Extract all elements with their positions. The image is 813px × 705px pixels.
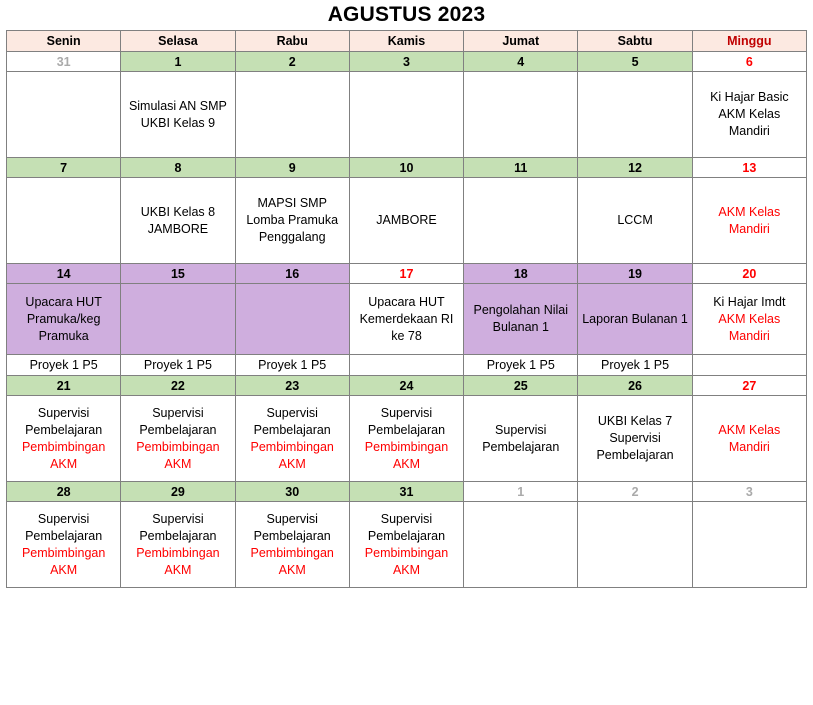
event-text: Kemerdekaan RI — [359, 311, 454, 326]
week-number-row — [7, 52, 807, 72]
day-number-cell: 14 — [7, 264, 121, 284]
event-text: LCCM — [617, 213, 653, 227]
event-text: AKM Kelas — [718, 422, 781, 437]
project-cell: Proyek 1 P5 — [578, 355, 692, 376]
event-text: Pembimbingan — [364, 545, 449, 560]
day-number-cell: 3 — [692, 482, 806, 502]
event-text: Penggalang — [258, 230, 326, 244]
day-events-cell — [7, 178, 121, 264]
project-cell: Proyek 1 P5 — [121, 355, 235, 376]
project-cell — [692, 355, 806, 376]
weekday-header-rabu: Rabu — [235, 31, 349, 52]
event-text: Pembimbingan — [250, 545, 334, 560]
event-text: Pembelajaran — [253, 528, 331, 543]
week-content-row — [7, 178, 807, 264]
week-content-row — [7, 396, 807, 482]
day-events-cell — [692, 178, 806, 264]
event-text: Pembelajaran — [482, 439, 560, 454]
day-number-cell: 29 — [121, 482, 235, 502]
day-number-cell: 31 — [349, 482, 463, 502]
day-number-cell: 27 — [692, 376, 806, 396]
event-text: Lomba Pramuka — [246, 213, 339, 227]
day-number-cell: 30 — [235, 482, 349, 502]
event-text: Pembelajaran — [139, 422, 217, 437]
event-text: Pembelajaran — [25, 422, 103, 437]
event-text: Supervisi — [266, 405, 318, 420]
day-number-cell: 2 — [235, 52, 349, 72]
event-text: AKM — [50, 456, 78, 471]
event-text: ke 78 — [391, 328, 422, 343]
day-number-cell: 20 — [692, 264, 806, 284]
day-events-cell — [121, 72, 235, 158]
event-text: AKM Kelas — [718, 107, 781, 121]
week-number-row — [7, 264, 807, 284]
event-text: Supervisi — [37, 511, 90, 526]
event-text: JAMBORE — [147, 221, 209, 236]
day-events-cell — [235, 72, 349, 158]
day-events-cell — [121, 396, 235, 482]
week-number-row — [7, 482, 807, 502]
day-number-cell: 15 — [121, 264, 235, 284]
project-cell: Proyek 1 P5 — [7, 355, 121, 376]
event-text: Mandiri — [728, 124, 770, 138]
day-events-cell — [464, 178, 578, 264]
week-content-row — [7, 502, 807, 588]
day-events-cell — [349, 502, 463, 588]
weekday-header-jumat: Jumat — [464, 31, 578, 52]
event-text: Bulanan 1 — [492, 320, 549, 334]
day-number-cell: 22 — [121, 376, 235, 396]
event-text: Pembimbingan — [136, 439, 220, 454]
weekday-header-kamis: Kamis — [349, 31, 463, 52]
project-cell: Proyek 1 P5 — [235, 355, 349, 376]
day-events-cell — [121, 178, 235, 264]
event-text: AKM Kelas — [718, 311, 781, 326]
weekday-header-senin: Senin — [7, 31, 121, 52]
project-cell: Proyek 1 P5 — [464, 355, 578, 376]
day-events-cell — [235, 502, 349, 588]
event-text: Upacara HUT — [368, 294, 445, 309]
calendar-table — [6, 30, 807, 588]
day-events-cell — [692, 502, 806, 588]
event-text: Mandiri — [728, 328, 770, 343]
event-text: Pembelajaran — [596, 448, 674, 462]
day-number-cell: 12 — [578, 158, 692, 178]
event-text: MAPSI SMP — [257, 196, 327, 210]
week-content-row — [7, 72, 807, 158]
event-text: Pembelajaran — [25, 528, 103, 543]
day-events-cell — [349, 72, 463, 158]
day-events-cell — [692, 284, 806, 355]
event-text: Mandiri — [728, 439, 770, 454]
event-text: Pembimbingan — [364, 439, 449, 454]
day-number-cell: 6 — [692, 52, 806, 72]
day-events-cell — [235, 284, 349, 355]
weekday-header-sabtu: Sabtu — [578, 31, 692, 52]
day-events-cell — [235, 178, 349, 264]
day-number-cell: 26 — [578, 376, 692, 396]
weekday-header-selasa: Selasa — [121, 31, 235, 52]
day-events-cell — [7, 72, 121, 158]
event-text: JAMBORE — [376, 213, 437, 227]
event-text: Upacara HUT — [25, 294, 102, 309]
project-row — [7, 355, 807, 376]
event-text: Simulasi AN SMP — [128, 98, 227, 113]
day-number-cell: 2 — [578, 482, 692, 502]
day-number-cell: 23 — [235, 376, 349, 396]
day-number-cell: 28 — [7, 482, 121, 502]
event-text: Pembelajaran — [367, 422, 446, 437]
day-number-cell: 7 — [7, 158, 121, 178]
event-text: Supervisi — [380, 405, 433, 420]
day-number-cell: 10 — [349, 158, 463, 178]
day-number-cell: 19 — [578, 264, 692, 284]
calendar-header — [7, 31, 807, 52]
event-text: UKBI Kelas 9 — [140, 115, 216, 130]
event-text: Supervisi — [266, 511, 318, 526]
event-text: AKM — [50, 562, 78, 577]
event-text: Supervisi — [609, 431, 661, 445]
event-text: AKM — [392, 456, 421, 471]
day-events-cell — [349, 396, 463, 482]
event-text: Pembelajaran — [367, 528, 446, 543]
event-text: Pramuka — [38, 328, 89, 343]
event-text: Supervisi — [495, 422, 547, 437]
day-events-cell — [692, 72, 806, 158]
event-text: Pembelajaran — [139, 528, 217, 543]
day-events-cell — [349, 284, 463, 355]
day-number-cell: 17 — [349, 264, 463, 284]
day-number-cell: 4 — [464, 52, 578, 72]
event-text: AKM — [392, 562, 421, 577]
day-events-cell — [578, 178, 692, 264]
event-text: Laporan Bulanan 1 — [582, 311, 688, 326]
day-number-cell: 11 — [464, 158, 578, 178]
day-events-cell — [692, 396, 806, 482]
day-number-cell: 24 — [349, 376, 463, 396]
event-text: Pembimbingan — [136, 545, 220, 560]
event-text: AKM Kelas — [718, 204, 781, 219]
event-text: Supervisi — [152, 511, 204, 526]
weekday-header-minggu: Minggu — [692, 31, 806, 52]
day-number-cell: 1 — [121, 52, 235, 72]
day-events-cell — [578, 72, 692, 158]
day-number-cell: 31 — [7, 52, 121, 72]
event-text: AKM — [278, 456, 306, 471]
day-number-cell: 9 — [235, 158, 349, 178]
day-events-cell — [464, 72, 578, 158]
day-events-cell — [578, 502, 692, 588]
day-events-cell — [235, 396, 349, 482]
event-text: Pembimbingan — [21, 545, 106, 560]
event-text: AKM — [164, 456, 192, 471]
day-events-cell — [7, 502, 121, 588]
project-cell — [349, 355, 463, 376]
event-text: Supervisi — [152, 405, 204, 420]
day-number-cell: 5 — [578, 52, 692, 72]
day-events-cell — [464, 396, 578, 482]
day-number-cell: 1 — [464, 482, 578, 502]
day-number-cell: 21 — [7, 376, 121, 396]
day-events-cell — [464, 284, 578, 355]
day-number-cell: 3 — [349, 52, 463, 72]
day-events-cell — [578, 284, 692, 355]
event-text: Pengolahan Nilai — [473, 303, 569, 317]
event-text: Ki Hajar Imdt — [713, 294, 786, 309]
event-text: Pembelajaran — [253, 422, 331, 437]
day-number-cell: 18 — [464, 264, 578, 284]
event-text: Supervisi — [37, 405, 90, 420]
day-events-cell — [7, 284, 121, 355]
calendar-body — [7, 52, 807, 588]
event-text: Pembimbingan — [250, 439, 334, 454]
day-events-cell — [464, 502, 578, 588]
day-number-cell: 8 — [121, 158, 235, 178]
event-text: AKM — [164, 562, 192, 577]
day-number-cell: 13 — [692, 158, 806, 178]
event-text: AKM — [278, 562, 306, 577]
event-text: Supervisi — [380, 511, 433, 526]
day-number-cell: 25 — [464, 376, 578, 396]
day-events-cell — [121, 502, 235, 588]
day-events-cell — [349, 178, 463, 264]
event-text: Mandiri — [728, 221, 770, 236]
event-text: UKBI Kelas 8 — [140, 204, 216, 219]
day-number-cell: 16 — [235, 264, 349, 284]
week-number-row — [7, 158, 807, 178]
weekday-header-row — [7, 31, 807, 52]
day-events-cell — [7, 396, 121, 482]
page-title: AGUSTUS 2023 — [327, 3, 486, 26]
event-text: Ki Hajar Basic — [710, 90, 789, 104]
event-text: Pembimbingan — [21, 439, 106, 454]
day-events-cell — [578, 396, 692, 482]
event-text: Pramuka/keg — [26, 311, 101, 326]
event-text: UKBI Kelas 7 — [597, 414, 673, 428]
week-content-row — [7, 284, 807, 355]
day-events-cell — [121, 284, 235, 355]
week-number-row — [7, 376, 807, 396]
